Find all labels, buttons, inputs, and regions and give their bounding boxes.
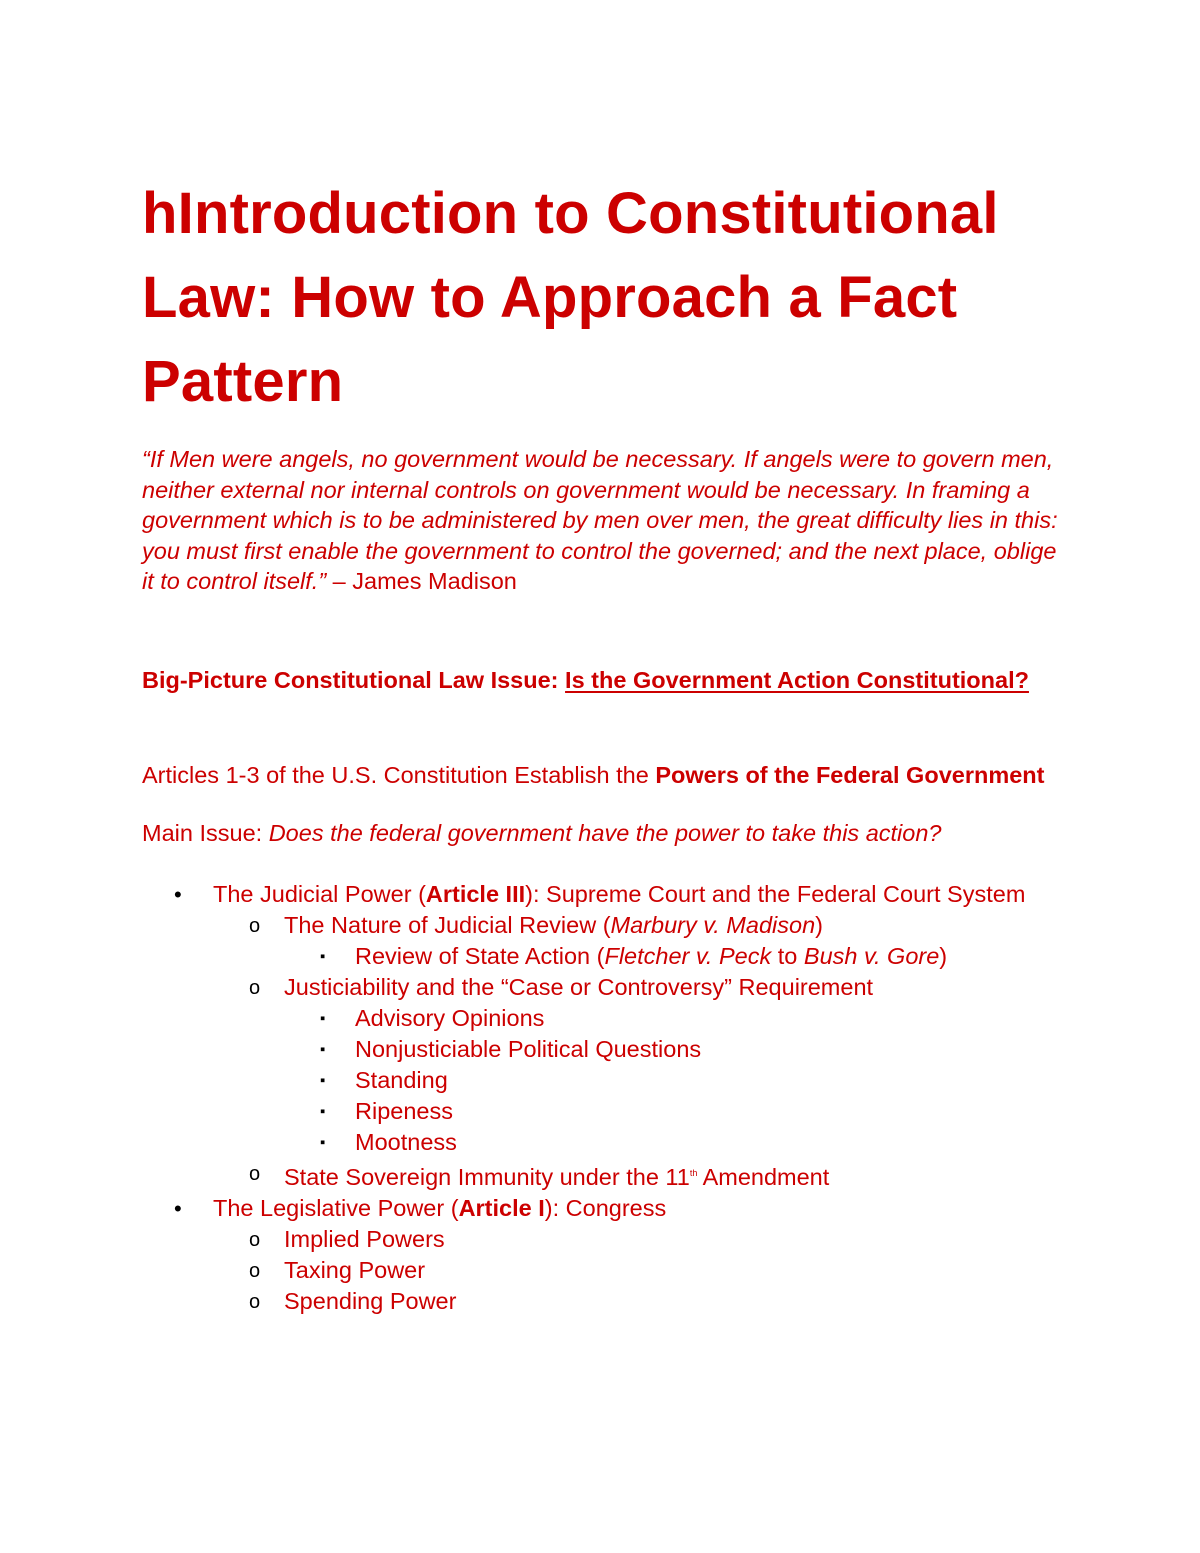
bullet-icon: •	[174, 882, 182, 907]
list-item	[142, 1224, 1062, 1255]
list-item-legislative-power	[142, 1193, 1062, 1224]
judicial-pre: The Judicial Power (	[213, 881, 426, 907]
document-body	[142, 172, 1062, 1317]
square-bullet-icon: ▪	[320, 1072, 326, 1089]
legislative-post: ): Congress	[544, 1195, 667, 1221]
list-item	[142, 1255, 1062, 1286]
immunity-pre: State Sovereign Immunity under the 11	[284, 1164, 690, 1190]
square-bullet-icon: ▪	[320, 948, 326, 965]
circle-bullet-icon: o	[249, 1229, 261, 1251]
square-bullet-icon: ▪	[320, 1103, 326, 1120]
big-issue-label: Big-Picture Constitutional Law Issue:	[142, 666, 566, 693]
list-item-text: Nonjusticiable Political Questions	[355, 1036, 702, 1062]
articles-bold: Powers of the Federal Government	[655, 762, 1045, 788]
square-bullet-icon: ▪	[320, 1010, 326, 1027]
articles-prefix: Articles 1-3 of the U.S. Constitution Establish the	[142, 762, 656, 788]
immunity-post: Amendment	[697, 1164, 830, 1190]
list-item-text: Mootness	[355, 1129, 457, 1155]
big-picture-issue	[142, 665, 1062, 697]
list-item	[142, 1034, 1062, 1065]
review-mid: to	[771, 943, 804, 969]
list-item	[142, 1065, 1062, 1096]
circle-bullet-icon: o	[249, 1163, 261, 1185]
nature-case: Marbury v. Madison	[610, 912, 816, 938]
ordinal-suffix: th	[689, 1168, 698, 1178]
quote-attribution: – James Madison	[326, 568, 517, 594]
circle-bullet-icon: o	[249, 977, 261, 999]
articles-heading	[142, 760, 1062, 791]
nature-pre: The Nature of Judicial Review (	[284, 912, 611, 938]
document-title: hIntroduction to Constitutional Law: How to Approach a Fact Pattern	[142, 181, 999, 414]
list-item	[142, 1096, 1062, 1127]
legislative-article: Article I	[458, 1195, 545, 1221]
list-item-text: Taxing Power	[284, 1257, 426, 1283]
legislative-pre: The Legislative Power (	[213, 1195, 459, 1221]
review-pre: Review of State Action (	[355, 943, 605, 969]
madison-quote	[142, 444, 1062, 597]
big-issue-question: Is the Government Action Constitutional?	[565, 666, 1029, 693]
list-item-review-state-action	[142, 941, 1062, 972]
review-post: )	[939, 943, 948, 969]
main-issue	[142, 818, 1062, 849]
square-bullet-icon: ▪	[320, 1134, 326, 1151]
list-item	[142, 1127, 1062, 1158]
judicial-post: ): Supreme Court and the Federal Court System	[525, 881, 1026, 907]
list-item-text: Ripeness	[355, 1098, 453, 1124]
square-bullet-icon: ▪	[320, 1041, 326, 1058]
judicial-article: Article III	[425, 881, 526, 907]
list-item-justiciability	[142, 972, 1062, 1003]
justiciability-text: Justiciability and the “Case or Controversy” Requirement	[284, 974, 874, 1000]
circle-bullet-icon: o	[249, 1260, 261, 1282]
nature-post: )	[815, 912, 823, 938]
list-item	[142, 1003, 1062, 1034]
list-item-text: Spending Power	[284, 1288, 457, 1314]
circle-bullet-icon: o	[249, 1291, 261, 1313]
quote-text: “If Men were angels, no government would be necessary. If angels were to govern men, neither external nor internal controls on government would be necessary. In framing a government which is to be administered by men over men, the great difficulty lies in this: you must first enable the government to control the governed; and the next place, oblige it to control itself.”	[142, 446, 1058, 594]
main-issue-label: Main Issue:	[142, 820, 269, 846]
list-item-judicial-power	[142, 879, 1062, 910]
bullet-icon: •	[174, 1196, 182, 1221]
list-item-sovereign-immunity	[142, 1158, 1062, 1193]
list-item-text: Implied Powers	[284, 1226, 445, 1252]
list-item-judicial-review	[142, 910, 1062, 941]
review-case-2: Bush v. Gore	[803, 943, 940, 969]
main-issue-question: Does the federal government have the power to take this action?	[268, 820, 942, 846]
circle-bullet-icon: o	[249, 915, 261, 937]
outline-list	[142, 879, 1062, 1317]
review-case-1: Fletcher v. Peck	[604, 943, 772, 969]
list-item-text: Advisory Opinions	[355, 1005, 545, 1031]
list-item	[142, 1286, 1062, 1317]
list-item-text: Standing	[355, 1067, 448, 1093]
